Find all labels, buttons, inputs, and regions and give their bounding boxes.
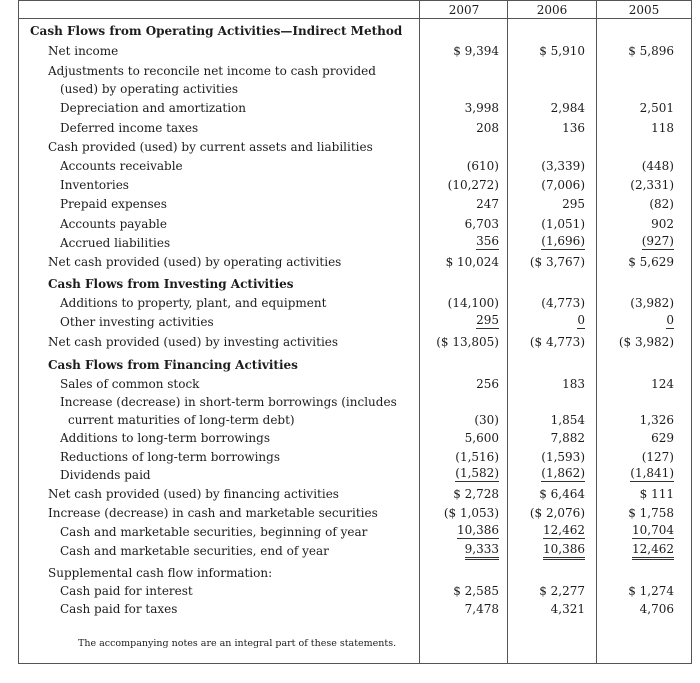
cell-2005: 12,462 — [632, 542, 674, 560]
cell-2006: (1,696) — [541, 234, 585, 248]
table-row — [0, 375, 700, 394]
row-label: Adjustments to reconcile net income to cash provided — [48, 64, 376, 78]
row-label: Cash provided (used) by current assets and liabilities — [48, 140, 373, 154]
table-row — [0, 157, 700, 176]
table-row — [0, 600, 700, 619]
table-row — [0, 393, 700, 412]
cell-2005: 1,326 — [639, 413, 674, 427]
cell-2005: $ 1,274 — [628, 584, 674, 598]
cell-2005: $ 5,896 — [628, 44, 674, 58]
row-label: current maturities of long-term debt) — [68, 413, 295, 427]
cell-2006: 10,386 — [543, 542, 585, 560]
cell-2005: 902 — [651, 217, 674, 231]
column-header-2006: 2006 — [536, 3, 568, 17]
table-row — [0, 234, 700, 253]
cell-2007: ($ 1,053) — [443, 506, 499, 520]
cell-2007: 356 — [476, 234, 499, 248]
table-row — [0, 138, 700, 157]
cell-2007: 3,998 — [464, 101, 499, 115]
row-label: Increase (decrease) in short-term borrowings (includes — [60, 395, 397, 409]
cell-2005: 629 — [651, 431, 674, 445]
row-label: Sales of common stock — [60, 377, 200, 391]
cell-2007: (1,516) — [455, 450, 499, 464]
table-row — [0, 564, 700, 583]
table-row — [0, 62, 700, 81]
cell-2005: (2,331) — [630, 178, 674, 192]
table-row — [0, 485, 700, 504]
cell-2007: $ 2,728 — [453, 487, 499, 501]
cell-2007: 6,703 — [464, 217, 499, 231]
table-row — [0, 504, 700, 523]
table-row — [0, 356, 700, 375]
row-label: Cash Flows from Investing Activities — [48, 277, 294, 291]
cell-2006: ($ 3,767) — [529, 255, 585, 269]
cell-2007: (610) — [466, 159, 499, 173]
row-label: Accrued liabilities — [60, 236, 171, 250]
table-row — [0, 176, 700, 195]
table-row — [0, 313, 700, 332]
header-rule — [18, 18, 692, 19]
row-label: Other investing activities — [60, 315, 214, 329]
row-label: Net income — [48, 44, 119, 58]
cell-2005: $ 1,758 — [628, 506, 674, 520]
row-label: Reductions of long-term borrowings — [60, 450, 280, 464]
table-row — [0, 119, 700, 138]
cell-2006: (3,339) — [541, 159, 585, 173]
cell-2006: 0 — [577, 313, 585, 327]
table-row — [0, 411, 700, 430]
row-label: Cash paid for taxes — [60, 602, 178, 616]
cell-2005: (448) — [641, 159, 674, 173]
table-row — [0, 333, 700, 352]
row-label: Supplemental cash flow information: — [48, 566, 273, 580]
cell-2005: (127) — [641, 450, 674, 464]
cell-2007: 10,386 — [457, 523, 499, 537]
row-label: Additions to property, plant, and equipment — [60, 296, 327, 310]
row-label: Net cash provided (used) by investing activities — [48, 335, 339, 349]
table-row — [0, 523, 700, 542]
cell-2005: 10,704 — [632, 523, 674, 537]
table-row — [0, 429, 700, 448]
row-label: Accounts receivable — [60, 159, 183, 173]
table-row — [0, 448, 700, 467]
cell-2006: 4,321 — [550, 602, 585, 616]
cell-2006: $ 2,277 — [539, 584, 585, 598]
table-row — [0, 466, 700, 485]
row-label: Depreciation and amortization — [60, 101, 247, 115]
row-label: Cash and marketable securities, end of year — [60, 544, 329, 558]
cell-2005: (82) — [649, 197, 674, 211]
cell-2005: 118 — [651, 121, 674, 135]
table-row — [0, 195, 700, 214]
cell-2007: ($ 13,805) — [436, 335, 499, 349]
row-label: Cash and marketable securities, beginning of year — [60, 525, 368, 539]
table-row — [0, 582, 700, 601]
cell-2006: 1,854 — [550, 413, 585, 427]
cell-2007: $ 10,024 — [445, 255, 499, 269]
cell-2007: 247 — [476, 197, 499, 211]
cell-2006: $ 6,464 — [539, 487, 585, 501]
cell-2007: (1,582) — [455, 466, 499, 480]
table-row — [0, 275, 700, 294]
cell-2006: ($ 2,076) — [529, 506, 585, 520]
row-label: Deferred income taxes — [60, 121, 199, 135]
cell-2006: 7,882 — [550, 431, 585, 445]
row-label: Net cash provided (used) by operating activities — [48, 255, 342, 269]
cell-2007: (30) — [474, 413, 499, 427]
table-row — [0, 99, 700, 118]
cell-2005: 0 — [666, 313, 674, 327]
row-label: Accounts payable — [60, 217, 167, 231]
row-label: Net cash provided (used) by financing activities — [48, 487, 339, 501]
cell-2007: 256 — [476, 377, 499, 391]
cell-2007: 295 — [476, 313, 499, 327]
cell-2006: $ 5,910 — [539, 44, 585, 58]
footnote: The accompanying notes are an integral part of these statements. — [78, 638, 397, 649]
cell-2007: $ 2,585 — [453, 584, 499, 598]
row-label: Inventories — [60, 178, 129, 192]
cell-2006: (1,593) — [541, 450, 585, 464]
cell-2007: $ 9,394 — [453, 44, 499, 58]
cell-2005: (927) — [641, 234, 674, 248]
table-row — [0, 42, 700, 61]
row-label: Additions to long-term borrowings — [60, 431, 270, 445]
cell-2005: $ 111 — [639, 487, 674, 501]
column-header-2005: 2005 — [628, 3, 660, 17]
cell-2006: 295 — [562, 197, 585, 211]
cell-2006: 2,984 — [550, 101, 585, 115]
cell-2006: 12,462 — [543, 523, 585, 537]
column-header-2007: 2007 — [448, 3, 480, 17]
row-label: Cash Flows from Operating Activities—Indirect Method — [30, 24, 403, 38]
cell-2006: 183 — [562, 377, 585, 391]
table-row — [0, 80, 700, 99]
cell-2007: (10,272) — [447, 178, 499, 192]
cell-2006: (1,051) — [541, 217, 585, 231]
table-row — [0, 542, 700, 561]
table-row — [0, 294, 700, 313]
cell-2007: 9,333 — [465, 542, 499, 560]
cell-2005: 2,501 — [639, 101, 674, 115]
row-label: Cash paid for interest — [60, 584, 193, 598]
cell-2005: 4,706 — [639, 602, 674, 616]
table-row — [0, 22, 700, 41]
row-label: Prepaid expenses — [60, 197, 167, 211]
cell-2006: (1,862) — [541, 466, 585, 480]
cell-2005: (1,841) — [630, 466, 674, 480]
row-label: Cash Flows from Financing Activities — [48, 358, 298, 372]
cell-2005: (3,982) — [630, 296, 674, 310]
cell-2007: 5,600 — [464, 431, 499, 445]
cell-2006: 136 — [562, 121, 585, 135]
cell-2006: (4,773) — [541, 296, 585, 310]
cell-2007: 7,478 — [464, 602, 499, 616]
table-row — [0, 253, 700, 272]
cell-2005: ($ 3,982) — [618, 335, 674, 349]
table-row — [0, 215, 700, 234]
row-label: Dividends paid — [60, 468, 151, 482]
row-label: Increase (decrease) in cash and marketable securities — [48, 506, 378, 520]
cell-2005: $ 5,629 — [628, 255, 674, 269]
cell-2006: ($ 4,773) — [529, 335, 585, 349]
row-label: (used) by operating activities — [60, 82, 238, 96]
cell-2007: 208 — [476, 121, 499, 135]
cell-2005: 124 — [651, 377, 674, 391]
cell-2007: (14,100) — [447, 296, 499, 310]
cell-2006: (7,006) — [541, 178, 585, 192]
